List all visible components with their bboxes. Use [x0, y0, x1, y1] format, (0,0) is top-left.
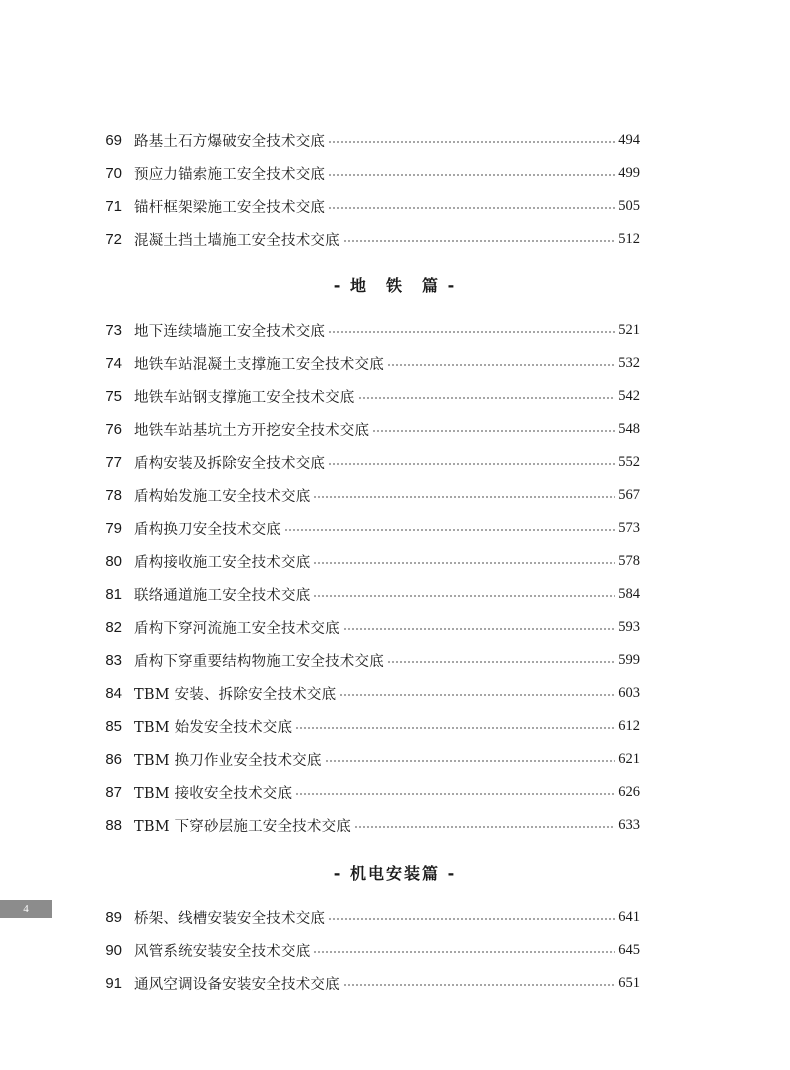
entry-page: 593: [618, 618, 640, 635]
toc-entry[interactable]: [98, 450, 640, 474]
entry-title: 盾构安装及拆除安全技术交底: [134, 455, 326, 472]
entry-number: 71: [105, 197, 122, 215]
toc-entry[interactable]: [98, 227, 640, 251]
entry-page: 633: [618, 816, 640, 833]
entry-page: 645: [618, 941, 640, 958]
dot-leader: [284, 529, 615, 531]
entry-number: 72: [105, 230, 122, 248]
dot-leader: [313, 595, 615, 597]
dot-leader: [328, 918, 615, 920]
dot-leader: [328, 174, 615, 176]
entry-title: TBM 接收安全技术交底: [134, 785, 293, 802]
entry-page: 578: [618, 552, 640, 569]
entry-title: 盾构始发施工安全技术交底: [134, 488, 311, 505]
toc-entry[interactable]: [98, 714, 640, 738]
entry-number: 88: [105, 816, 122, 834]
entry-number: 69: [105, 131, 122, 149]
page-number: 4: [0, 900, 52, 918]
toc-entry[interactable]: [98, 813, 640, 837]
entry-title: 地铁车站混凝土支撑施工安全技术交底: [134, 356, 384, 373]
dot-leader: [328, 463, 615, 465]
entry-number: 91: [105, 974, 122, 992]
entry-title: 盾构下穿河流施工安全技术交底: [134, 620, 340, 637]
toc-entry[interactable]: [98, 384, 640, 408]
entry-page: 512: [618, 230, 640, 247]
dot-leader: [387, 364, 615, 366]
toc-entry[interactable]: [98, 516, 640, 540]
entry-page: 499: [618, 164, 640, 181]
entry-page: 567: [618, 486, 640, 503]
entry-page: 552: [618, 453, 640, 470]
entry-page: 542: [618, 387, 640, 404]
entry-page: 548: [618, 420, 640, 437]
entry-number: 89: [105, 908, 122, 926]
toc-entry[interactable]: [98, 417, 640, 441]
entry-page: 651: [618, 974, 640, 991]
dot-leader: [328, 207, 615, 209]
entry-number: 75: [105, 387, 122, 405]
entry-title: 桥架、线槽安装安全技术交底: [134, 910, 326, 927]
dot-leader: [339, 694, 615, 696]
dot-leader: [358, 397, 616, 399]
dot-leader: [295, 727, 615, 729]
entry-title: 地铁车站基坑土方开挖安全技术交底: [134, 422, 370, 439]
entry-title: 盾构换刀安全技术交底: [134, 521, 281, 538]
entry-title: 风管系统安装安全技术交底: [134, 943, 311, 960]
toc-entry[interactable]: [98, 582, 640, 606]
entry-number: 84: [105, 684, 122, 702]
entry-number: 76: [105, 420, 122, 438]
section-heading: - 地 铁 篇 -: [333, 276, 457, 295]
toc-entry[interactable]: [98, 648, 640, 672]
entry-number: 74: [105, 354, 122, 372]
entry-title: 锚杆框架梁施工安全技术交底: [134, 199, 326, 216]
entry-title: 路基土石方爆破安全技术交底: [134, 133, 326, 150]
entry-page: 573: [618, 519, 640, 536]
entry-page: 603: [618, 684, 640, 701]
entry-title: 预应力锚索施工安全技术交底: [134, 166, 326, 183]
entry-number: 73: [105, 321, 122, 339]
entry-number: 70: [105, 164, 122, 182]
toc-entry[interactable]: [98, 615, 640, 639]
entry-page: 626: [618, 783, 640, 800]
entry-page: 621: [618, 750, 640, 767]
toc-entry[interactable]: [98, 747, 640, 771]
entry-number: 85: [105, 717, 122, 735]
dot-leader: [328, 141, 615, 143]
toc-entry[interactable]: [98, 780, 640, 804]
dot-leader: [295, 793, 615, 795]
entry-title: TBM 安装、拆除安全技术交底: [134, 686, 337, 703]
section-heading: - 机电安装篇 -: [333, 864, 457, 883]
entry-title: 盾构接收施工安全技术交底: [134, 554, 311, 571]
entry-title: 地下连续墙施工安全技术交底: [134, 323, 326, 340]
toc-entry[interactable]: [98, 128, 640, 152]
entry-page: 505: [618, 197, 640, 214]
toc-entry[interactable]: [98, 681, 640, 705]
entry-number: 81: [105, 585, 122, 603]
dot-leader: [372, 430, 615, 432]
entry-title: 联络通道施工安全技术交底: [134, 587, 311, 604]
toc-entry[interactable]: [98, 483, 640, 507]
dot-leader: [313, 496, 615, 498]
toc-entry[interactable]: [98, 905, 640, 929]
dot-leader: [313, 951, 615, 953]
entry-number: 77: [105, 453, 122, 471]
entry-page: 641: [618, 908, 640, 925]
dot-leader: [343, 984, 615, 986]
entry-number: 82: [105, 618, 122, 636]
entry-number: 78: [105, 486, 122, 504]
entry-page: 584: [618, 585, 640, 602]
entry-page: 532: [618, 354, 640, 371]
entry-number: 80: [105, 552, 122, 570]
toc-entry[interactable]: [98, 938, 640, 962]
entry-title: 盾构下穿重要结构物施工安全技术交底: [134, 653, 384, 670]
toc-entry[interactable]: [98, 549, 640, 573]
entry-page: 612: [618, 717, 640, 734]
entry-number: 79: [105, 519, 122, 537]
entry-number: 87: [105, 783, 122, 801]
entry-title: TBM 换刀作业安全技术交底: [134, 752, 322, 769]
dot-leader: [313, 562, 615, 564]
dot-leader: [325, 760, 616, 762]
entry-title: 通风空调设备安装安全技术交底: [134, 976, 340, 993]
entry-title: TBM 始发安全技术交底: [134, 719, 293, 736]
entry-page: 599: [618, 651, 640, 668]
entry-title: 地铁车站钢支撑施工安全技术交底: [134, 389, 355, 406]
dot-leader: [343, 240, 615, 242]
entry-title: 混凝土挡土墙施工安全技术交底: [134, 232, 340, 249]
entry-number: 86: [105, 750, 122, 768]
entry-number: 83: [105, 651, 122, 669]
entry-number: 90: [105, 941, 122, 959]
dot-leader: [343, 628, 615, 630]
toc-entry[interactable]: [98, 318, 640, 342]
toc-entry[interactable]: [98, 194, 640, 218]
toc-entry[interactable]: [98, 161, 640, 185]
dot-leader: [328, 331, 615, 333]
entry-title: TBM 下穿砂层施工安全技术交底: [134, 818, 351, 835]
dot-leader: [354, 826, 615, 828]
toc-entry[interactable]: [98, 351, 640, 375]
entry-page: 521: [618, 321, 640, 338]
toc-entry[interactable]: [98, 971, 640, 995]
entry-page: 494: [618, 131, 640, 148]
dot-leader: [387, 661, 615, 663]
